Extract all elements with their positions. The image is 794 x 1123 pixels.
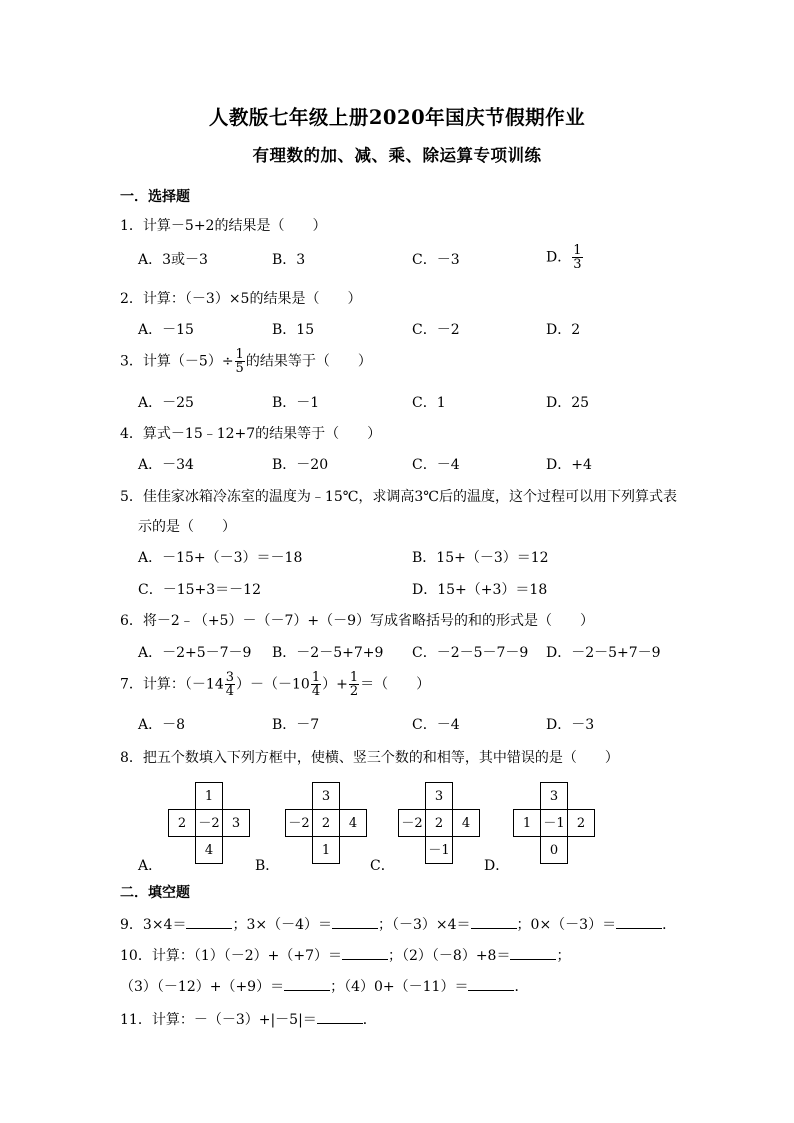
q9-part-2: ；3×（－4）＝: [232, 917, 332, 933]
question-6-text: 6．将－2﹣（+5）－（－7）+（－9）写成省略括号的和的形式是（ ）: [120, 613, 594, 629]
question-10-text-line2: [120, 978, 528, 994]
q5-option-b: B．15+（－3）＝12: [412, 550, 549, 566]
q7-option-b: B．－7: [272, 717, 320, 733]
page-title: 人教版七年级上册2020年国庆节假期作业: [208, 106, 586, 129]
q5-option-c: C．－15+3＝－12: [138, 582, 261, 598]
q1-option-d-fraction: [572, 244, 582, 271]
q7-text-post: ＝（ ）: [360, 676, 431, 693]
q5-option-d: D．15+（+3）＝18: [412, 582, 548, 598]
page-subtitle: 有理数的加、减、乘、除运算专项训练: [252, 146, 542, 165]
q3-option-b: B．－1: [272, 395, 320, 411]
q1-option-d: [546, 244, 584, 271]
q7-option-c: C．－4: [412, 717, 460, 733]
fraction-numerator: 1: [235, 347, 244, 362]
q7-fraction-3: [349, 671, 359, 698]
q10-part-4: （3）（－12）+（+9）＝: [120, 979, 285, 995]
q11-part-1: 11．计算：－（－3）+|－5|＝: [120, 1012, 317, 1028]
question-10-text-line1: [120, 947, 570, 963]
question-5-text-line2: 示的是（ ）: [138, 519, 236, 535]
grid-cell-right: 3: [222, 809, 250, 837]
q7-fraction-1: [225, 671, 235, 698]
q3-option-d: D．25: [546, 395, 590, 411]
q9-part-5: ．: [662, 917, 677, 933]
answer-blank[interactable]: [332, 916, 378, 929]
q11-part-2: ．: [362, 1012, 377, 1028]
fraction-denominator: 5: [235, 361, 244, 376]
grid-cell-center: 2: [425, 809, 453, 837]
q4-option-a: A．－34: [138, 457, 194, 473]
answer-blank[interactable]: [471, 916, 517, 929]
question-7-text: [120, 671, 430, 698]
q6-option-b: B．－2－5+7+9: [272, 645, 384, 661]
fraction-denominator: 4: [311, 684, 321, 699]
q1-option-d-label: D．: [546, 249, 572, 266]
q7-option-d: D．－3: [546, 717, 595, 733]
q8-option-b: B．: [255, 858, 280, 874]
answer-blank[interactable]: [510, 947, 556, 960]
q6-option-a: A．－2+5－7－9: [138, 645, 252, 661]
q3-fraction: [235, 348, 245, 375]
q1-option-c: C．－3: [412, 252, 460, 268]
question-8-text: 8．把五个数填入下列方框中，使横、竖三个数的和相等，其中错误的是（ ）: [120, 750, 619, 766]
grid-cell-left: 1: [513, 809, 541, 837]
grid-cell-right: 4: [339, 809, 367, 837]
grid-cell-center: －1: [540, 809, 568, 837]
answer-blank[interactable]: [468, 978, 514, 991]
q6-option-c: C．－2－5－7－9: [412, 645, 529, 661]
q7-fraction-2: [311, 671, 321, 698]
grid-cell-center: 2: [312, 809, 340, 837]
grid-cell-left: －2: [285, 809, 313, 837]
q10-part-6: ．: [514, 979, 529, 995]
section-heading-fill: 二．填空题: [120, 885, 190, 901]
grid-cell-bottom: 1: [312, 836, 340, 864]
q2-option-a: A．－15: [138, 322, 194, 338]
q9-part-1: 9．3×4＝: [120, 917, 187, 933]
grid-cell-left: －2: [398, 809, 426, 837]
answer-blank[interactable]: [616, 916, 662, 929]
fraction-denominator: 3: [573, 257, 582, 272]
q1-option-b: B．3: [272, 252, 306, 268]
grid-cell-bottom: 4: [195, 836, 223, 864]
grid-cell-top: 1: [195, 782, 223, 810]
q8-option-d: D．: [484, 858, 510, 874]
q10-part-3: ；: [556, 948, 571, 964]
q8-option-a: A．: [138, 858, 163, 874]
q10-part-5: ；（4）0+（－11）＝: [330, 979, 469, 995]
q3-option-a: A．－25: [138, 395, 194, 411]
grid-cell-top: 3: [312, 782, 340, 810]
q2-option-b: B．15: [272, 322, 315, 338]
question-4-text: 4．算式－15﹣12+7的结果等于（ ）: [120, 426, 382, 442]
q3-text-post: 的结果等于（ ）: [245, 353, 372, 370]
question-3-text: [120, 348, 372, 375]
fraction-denominator: 4: [225, 684, 235, 699]
fraction-denominator: 2: [349, 684, 359, 699]
section-heading-choice: 一．选择题: [120, 189, 190, 205]
grid-cell-top: 3: [425, 782, 453, 810]
q10-part-2: ；（2）（－8）+8＝: [388, 948, 511, 964]
q2-option-d: D．2: [546, 322, 581, 338]
question-11-text: [120, 1011, 377, 1027]
q1-option-a: A．3或－3: [138, 252, 208, 268]
grid-cell-bottom: 0: [540, 836, 568, 864]
answer-blank[interactable]: [317, 1011, 363, 1024]
q5-option-a: A．－15+（－3）＝－18: [138, 550, 303, 566]
grid-cell-left: 2: [168, 809, 196, 837]
q4-option-d: D．+4: [546, 457, 592, 473]
q7-text-mid: ）－（－10: [236, 676, 310, 693]
q7-text-pre: 7．计算：（－14: [120, 676, 224, 693]
q6-option-d: D．－2－5+7－9: [546, 645, 661, 661]
question-1-text: 1．计算－5+2的结果是（ ）: [120, 218, 327, 234]
q3-text-pre: 3．计算（－5）÷: [120, 353, 234, 370]
grid-cell-center: －2: [195, 809, 223, 837]
fraction-numerator: 1: [349, 670, 359, 685]
q8-option-c: C．: [370, 858, 395, 874]
answer-blank[interactable]: [342, 947, 388, 960]
q4-option-b: B．－20: [272, 457, 329, 473]
q7-option-a: A．－8: [138, 717, 186, 733]
q10-part-1: 10．计算：（1）（－2）+（+7）＝: [120, 948, 342, 964]
q7-text-mid2: ）+: [322, 676, 348, 693]
question-9-text: [120, 916, 676, 932]
answer-blank[interactable]: [284, 978, 330, 991]
q2-option-c: C．－2: [412, 322, 460, 338]
q4-option-c: C．－4: [412, 457, 460, 473]
question-2-text: 2．计算：（－3）×5的结果是（ ）: [120, 291, 362, 307]
grid-cell-right: 4: [452, 809, 480, 837]
fraction-numerator: 1: [573, 243, 582, 258]
grid-cell-right: 2: [567, 809, 595, 837]
q3-option-c: C．1: [412, 395, 446, 411]
answer-blank[interactable]: [186, 916, 232, 929]
question-5-text-line1: 5．佳佳家冰箱冷冻室的温度为﹣15℃，求调高3℃后的温度，这个过程可以用下列算式表: [120, 489, 677, 505]
fraction-numerator: 1: [311, 670, 321, 685]
q9-part-3: ；（－3）×4＝: [378, 917, 471, 933]
grid-cell-top: 3: [540, 782, 568, 810]
fraction-numerator: 3: [225, 670, 235, 685]
q9-part-4: ；0×（－3）＝: [516, 917, 617, 933]
grid-cell-bottom: －1: [425, 836, 453, 864]
